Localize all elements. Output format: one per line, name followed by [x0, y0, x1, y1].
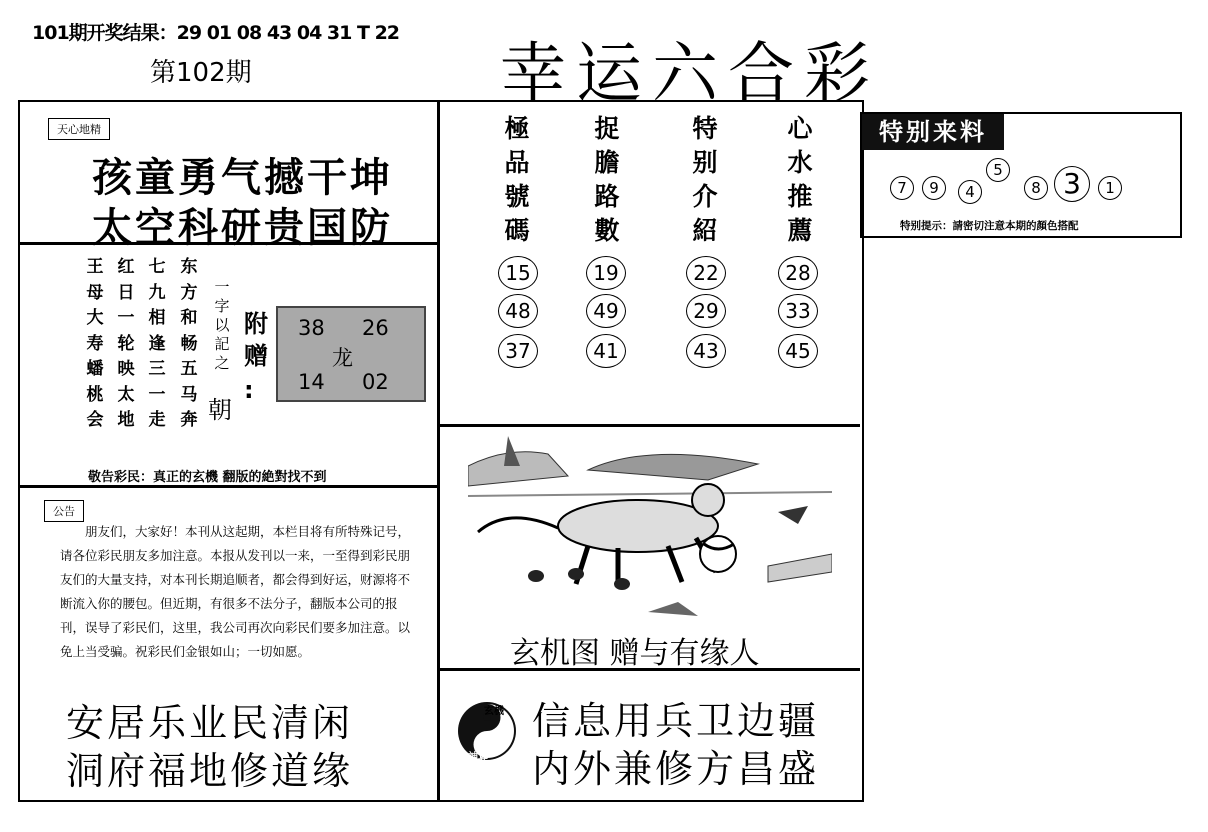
emblem-text-bottom: 神算 — [468, 752, 488, 763]
gift-number: 02 — [362, 370, 389, 394]
poem-line-2: 洞府福地修道缘 — [66, 749, 354, 793]
last-result: 101期开奖结果：29 01 08 43 04 31 T 22 — [32, 22, 400, 44]
text-column-1: 王母大寿蟠桃会 — [86, 257, 104, 430]
slogan-line-2: 太空科研贵国防 — [92, 204, 393, 251]
poem-line-4: 内外兼修方昌盛 — [532, 747, 820, 791]
leopard-illustration — [468, 436, 832, 620]
special-number: 8 — [1024, 176, 1048, 200]
poem-line-3: 信息用兵卫边疆 — [532, 699, 820, 743]
number-ball: 15 — [498, 256, 538, 290]
column-heading: 心水推薦 — [787, 114, 813, 245]
special-number: 5 — [986, 158, 1010, 182]
column-heading: 特别介紹 — [692, 114, 718, 245]
number-ball: 45 — [778, 334, 818, 368]
special-number: 7 — [890, 176, 914, 200]
divider-left-2 — [18, 485, 438, 488]
gift-word: 龙 — [332, 346, 353, 370]
number-ball: 41 — [586, 334, 626, 368]
slogan-line-1: 孩童勇气撼干坤 — [92, 154, 393, 201]
poem-line-1: 安居乐业民清闲 — [66, 701, 354, 745]
gift-number: 38 — [298, 316, 325, 340]
column-heading: 極品號碼 — [504, 114, 530, 245]
warning-text: 敬告彩民：真正的玄機 翻版的絶對找不到 — [88, 470, 327, 485]
illustration-caption: 玄机图 赠与有缘人 — [510, 636, 760, 671]
notice-paragraph: 朋友们，大家好！本刊从这起期，本栏目将有所特殊记号，请各位彩民朋友多加注意。本报从发刊以一来，一至得到彩民朋友们的大量支持，对本刊长期追顺者，都会得到好运，财源将不断流入你的腰包。但近期，有很多不法分子，翻版本公司的报刊，误导了彩民们，这里，我公司再次向彩民们要多加注意。以免上当受骗。祝彩民们金银如山；一切如愿。 — [60, 524, 411, 659]
issue-number: 第102期 — [150, 58, 252, 88]
divider-vertical — [437, 100, 440, 800]
gift-number: 14 — [298, 370, 325, 394]
gift-label: 附赠 — [244, 310, 268, 370]
special-hint: 特别提示：請密切注意本期的顏色搭配 — [900, 220, 1079, 232]
notice-tag: 公告 — [44, 500, 84, 522]
text-column-3: 七九相逢三一走 — [148, 257, 166, 430]
text-column-4: 东方和畅五马奔 — [180, 257, 198, 430]
text-column-2: 红日一轮映太地 — [117, 257, 135, 430]
special-number: 3 — [1054, 166, 1090, 202]
side-note-end: 朝 — [208, 396, 232, 424]
special-number: 9 — [922, 176, 946, 200]
number-ball: 48 — [498, 294, 538, 328]
side-note: 一字以記之 — [214, 278, 230, 372]
number-ball: 49 — [586, 294, 626, 328]
number-ball: 22 — [686, 256, 726, 290]
divider-center-1 — [438, 424, 860, 427]
number-ball: 29 — [686, 294, 726, 328]
special-title: 特别来料 — [862, 114, 1004, 150]
special-number: 4 — [958, 180, 982, 204]
number-ball: 37 — [498, 334, 538, 368]
page-title: 幸运六合彩 — [500, 35, 880, 112]
gift-number: 26 — [362, 316, 389, 340]
number-ball: 28 — [778, 256, 818, 290]
emblem-text-top: 玄機 — [484, 706, 504, 717]
number-ball: 19 — [586, 256, 626, 290]
column-heading: 捉膽路數 — [594, 114, 620, 245]
section-tag: 天心地精 — [48, 118, 110, 140]
number-ball: 33 — [778, 294, 818, 328]
gift-box — [276, 306, 426, 402]
special-number: 1 — [1098, 176, 1122, 200]
gift-colon: : — [244, 376, 254, 404]
number-ball: 43 — [686, 334, 726, 368]
